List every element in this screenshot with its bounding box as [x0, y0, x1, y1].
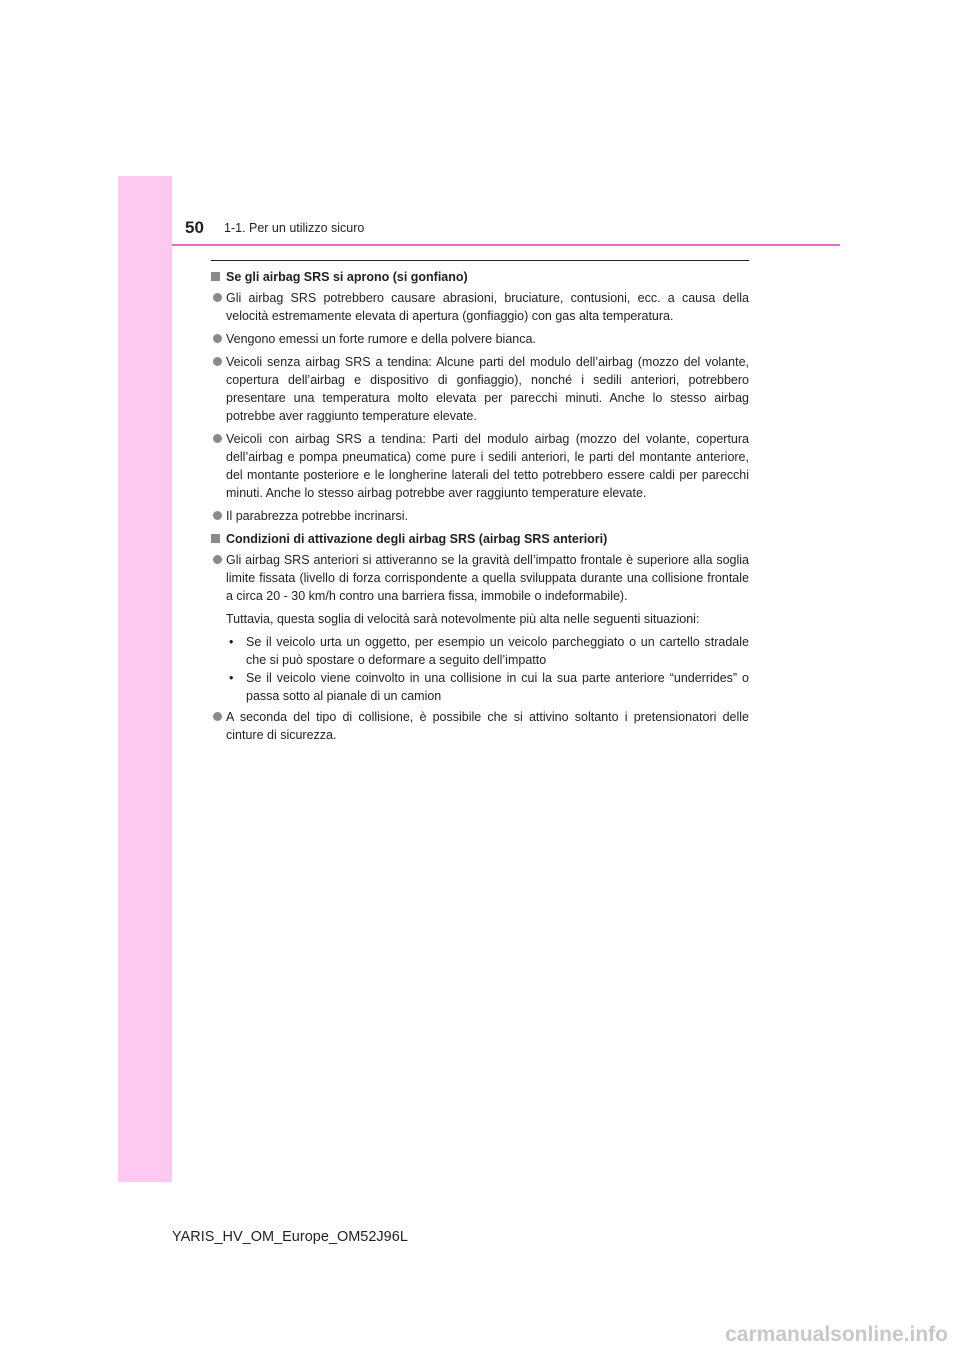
circle-bullet-icon — [213, 511, 222, 520]
list-item: Il parabrezza potrebbe incrinarsi. — [211, 507, 749, 525]
circle-bullet-icon — [213, 293, 222, 302]
square-bullet-icon — [211, 272, 220, 281]
sub-list — [211, 633, 749, 705]
watermark: carmanualsonline.info — [725, 1323, 948, 1346]
square-bullet-icon — [211, 534, 220, 543]
circle-bullet-icon — [213, 712, 222, 721]
dot-marker: • — [229, 635, 234, 649]
circle-bullet-icon — [213, 434, 222, 443]
section-divider — [211, 260, 749, 261]
list-item: Vengono emessi un forte rumore e della polvere bianca. — [211, 330, 749, 348]
circle-bullet-icon — [213, 555, 222, 564]
list-item: A seconda del tipo di collisione, è possibile che si attivino soltanto i pretensionatori delle cinture di sicurezza. — [211, 708, 749, 744]
list-item: Veicoli senza airbag SRS a tendina: Alcune parti del modulo dell’airbag (mozzo del volante, copertura dell’airbag e dispositivo di gonfiaggio), nonché i sedili anteriori, potrebbero presentare una temperatura molto elevata per parecchi minuti. Anche lo stesso airbag potrebbe aver raggiunto temperature elevate. — [211, 353, 749, 425]
list-item: Gli airbag SRS potrebbero causare abrasioni, bruciature, contusioni, ecc. a causa della velocità estremamente elevata di apertura (gonfiaggio) con gas alta temperatura. — [211, 289, 749, 325]
sub-list-item: • Se il veicolo viene coinvolto in una collisione in cui la sua parte anteriore “underrides” o passa sotto al pianale di un camion — [229, 671, 749, 703]
list-item: Veicoli con airbag SRS a tendina: Parti del modulo airbag (mozzo del volante, copertura dell’airbag e pompa pneumatica) come pure i sedili anteriori, le parti del montante anteriore, del montante posteriore e le longherine laterali del tetto potrebbero essere caldi per parecchi minuti. Anche lo stesso airbag potrebbe aver raggiunto temperature elevate. — [211, 430, 749, 502]
section-title: 1-1. Per un utilizzo sicuro — [224, 221, 365, 235]
document-code: YARIS_HV_OM_Europe_OM52J96L — [172, 1229, 408, 1245]
paragraph: Tuttavia, questa soglia di velocità sarà notevolmente più alta nelle seguenti situazioni: — [226, 612, 700, 626]
page-number: 50 — [185, 218, 204, 237]
section-heading: Condizioni di attivazione degli airbag SRS (airbag SRS anteriori) — [211, 530, 749, 548]
sub-list-item: • Se il veicolo urta un oggetto, per esempio un veicolo parcheggiato o un cartello stradale che si può spostare o deformare a seguito dell’impatto — [229, 635, 749, 667]
page-side-band — [118, 176, 172, 1182]
page-content — [211, 268, 749, 749]
list-item: Gli airbag SRS anteriori si attiveranno se la gravità dell’impatto frontale è superiore alla soglia limite fissata (livello di forza corrispondente a quella sviluppata durante una collisione frontale a circa 20 - 30 km/h contro una barriera fissa, immobile o indeformabile). — [211, 551, 749, 605]
circle-bullet-icon — [213, 334, 222, 343]
section-heading: Se gli airbag SRS si aprono (si gonfiano) — [211, 268, 749, 286]
header-rule — [172, 244, 840, 246]
circle-bullet-icon — [213, 357, 222, 366]
dot-marker: • — [229, 671, 234, 685]
